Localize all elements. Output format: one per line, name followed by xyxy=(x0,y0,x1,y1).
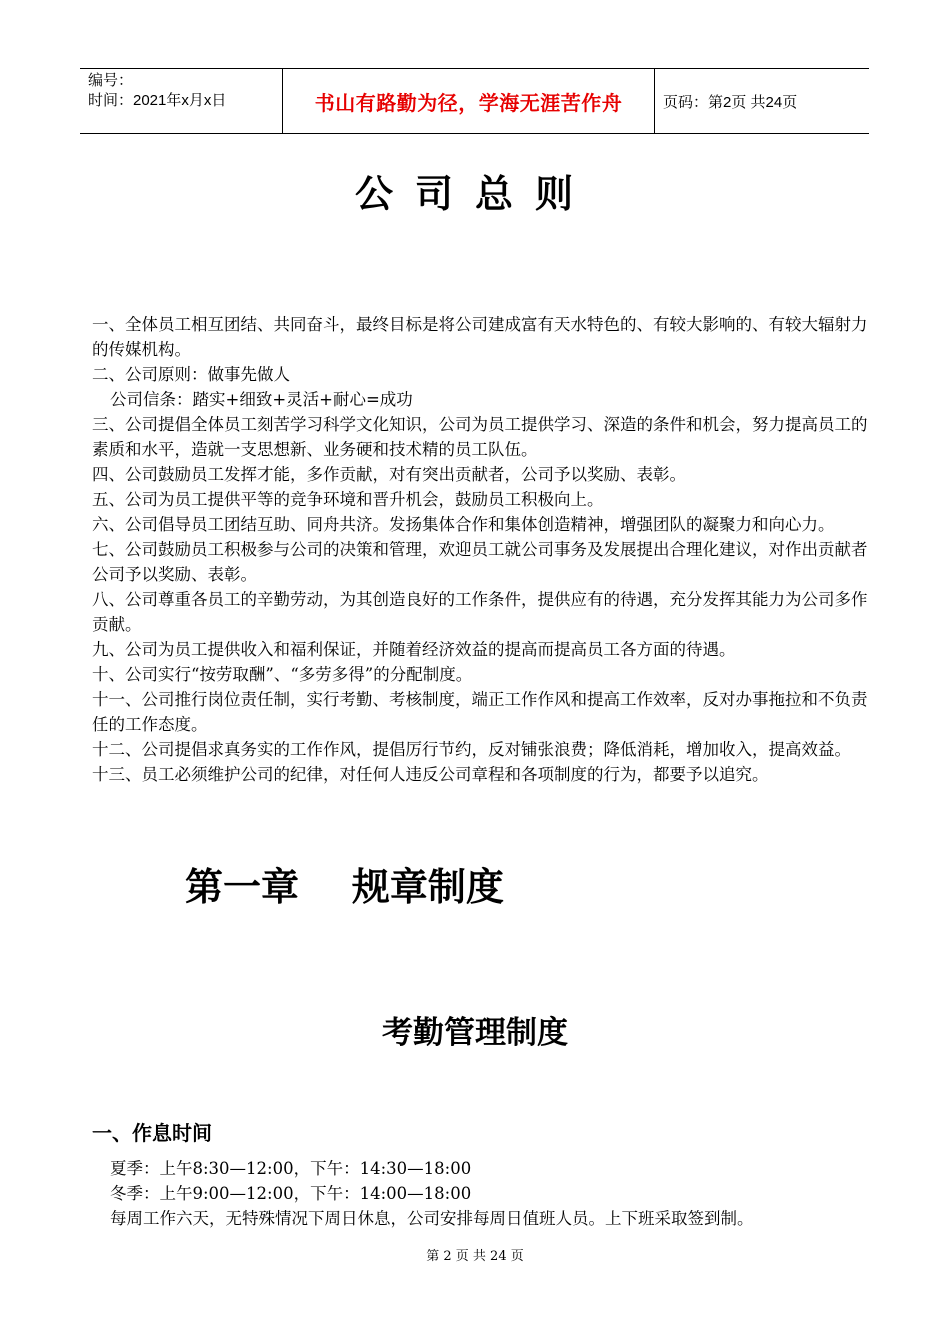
rule-paragraph: 三、公司提倡全体员工刻苦学习科学文化知识，公司为员工提供学习、深造的条件和机会，努力提高员工的素质和水平，造就一支思想新、业务硬和技术精的员工队伍。 xyxy=(92,415,868,459)
header-table xyxy=(80,68,869,134)
document-title: 公司总则 xyxy=(354,172,595,216)
rule-paragraph: 六、公司倡导员工团结互助、同舟共济。发扬集体合作和集体创造精神，增强团队的凝聚力和向心力。 xyxy=(92,515,835,534)
rule-paragraph: 十二、公司提倡求真务实的工作作风，提倡厉行节约，反对铺张浪费；降低消耗，增加收入，提高效益。 xyxy=(92,740,851,759)
rule-paragraph: 四、公司鼓励员工发挥才能，多作贡献，对有突出贡献者，公司予以奖励、表彰。 xyxy=(92,465,686,484)
number-label: 编号： xyxy=(88,72,134,89)
rule-paragraph: 八、公司尊重各员工的辛勤劳动，为其创造良好的工作条件，提供应有的待遇，充分发挥其能力为公司多作贡献。 xyxy=(92,590,868,634)
header-motto: 书山有路勤为径，学海无涯苦作舟 xyxy=(282,69,655,133)
rule-paragraph: 五、公司为员工提供平等的竞争环境和晋升机会，鼓励员工积极向上。 xyxy=(92,490,604,509)
rule-paragraph: 十、公司实行“按劳取酬”、“多劳多得”的分配制度。 xyxy=(92,665,473,684)
chapter-title: 第一章 规章制度 xyxy=(185,865,504,909)
header-meta xyxy=(80,69,282,133)
page-footer: 第 2 页 共 24 页 xyxy=(426,1249,524,1264)
date-label: 时间：2021年x月x日 xyxy=(88,92,227,109)
rule-paragraph: 二、公司原则：做事先做人 xyxy=(92,365,290,384)
schedule-line: 夏季：上午8:30—12:00，下午：14:30—18:00 xyxy=(110,1159,472,1178)
general-rules xyxy=(92,312,882,787)
rule-paragraph: 十一、公司推行岗位责任制，实行考勤、考核制度，端正工作作风和提高工作效率，反对办事拖拉和不负责任的工作态度。 xyxy=(92,690,868,734)
schedule-line: 每周工作六天，无特殊情况下周日休息，公司安排每周日值班人员。上下班采取签到制。 xyxy=(110,1209,754,1228)
rule-paragraph: 一、全体员工相互团结、共同奋斗，最终目标是将公司建成富有天水特色的、有较大影响的、有较大辐射力的传媒机构。 xyxy=(92,315,868,359)
schedule-line: 冬季：上午9:00—12:00，下午：14:00—18:00 xyxy=(110,1184,472,1203)
section-title: 考勤管理制度 xyxy=(382,1015,568,1051)
work-schedule xyxy=(110,1156,880,1231)
rule-paragraph: 七、公司鼓励员工积极参与公司的决策和管理，欢迎员工就公司事务及发展提出合理化建议，对作出贡献者公司予以奖励、表彰。 xyxy=(92,540,868,584)
header-page-info: 页码：第2页 共24页 xyxy=(663,93,798,111)
rule-paragraph: 十三、员工必须维护公司的纪律，对任何人违反公司章程和各项制度的行为，都要予以追究。 xyxy=(92,765,769,784)
subsection-title: 一、作息时间 xyxy=(92,1121,212,1145)
rule-paragraph: 九、公司为员工提供收入和福利保证，并随着经济效益的提高而提高员工各方面的待遇。 xyxy=(92,640,736,659)
rule-paragraph: 公司信条：踏实+细致+灵活+耐心=成功 xyxy=(110,390,413,409)
